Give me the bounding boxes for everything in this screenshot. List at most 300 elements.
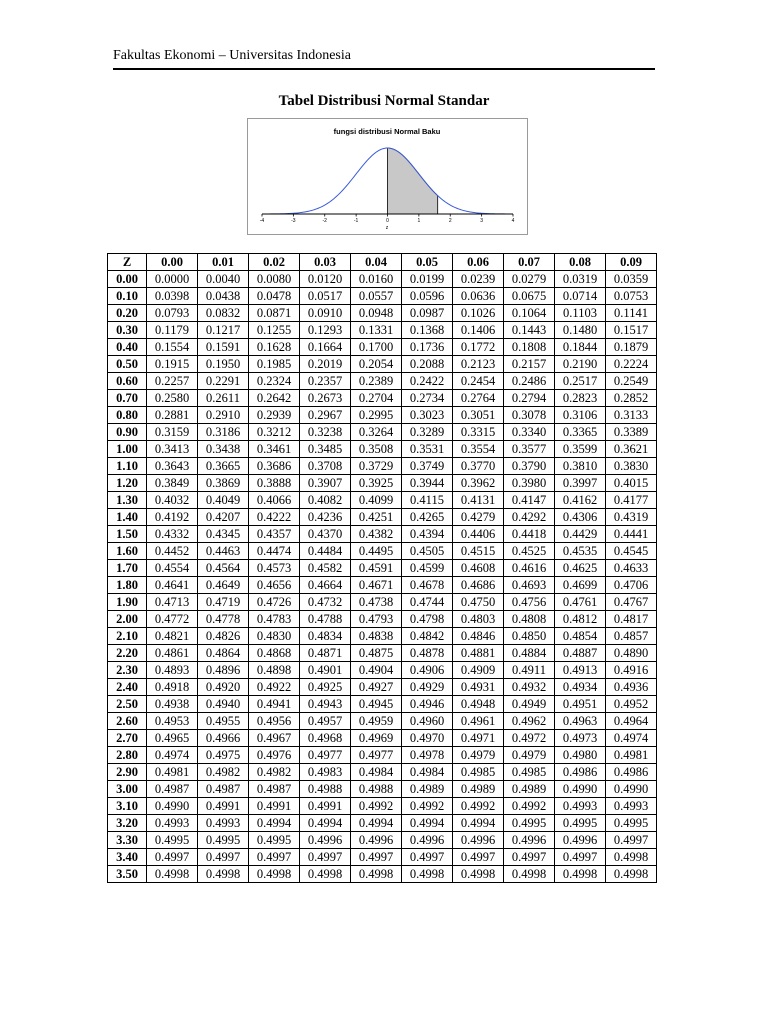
table-cell: 0.1950 (198, 356, 249, 373)
table-cell: 0.4564 (198, 560, 249, 577)
table-cell: 0.0000 (147, 271, 198, 288)
table-cell: 0.4319 (606, 509, 657, 526)
table-cell: 0.4554 (147, 560, 198, 577)
table-cell: 0.4922 (249, 679, 300, 696)
table-cell: 0.1736 (402, 339, 453, 356)
table-cell: 0.4370 (300, 526, 351, 543)
table-cell: 0.4983 (300, 764, 351, 781)
table-cell: 0.4406 (453, 526, 504, 543)
table-row (108, 373, 657, 390)
table-cell: 0.4881 (453, 645, 504, 662)
table-cell: 0.4985 (504, 764, 555, 781)
shaded-area (388, 148, 438, 214)
x-tick-label: 0 (386, 218, 389, 224)
table-cell: 0.1103 (555, 305, 606, 322)
table-cell: 0.4964 (606, 713, 657, 730)
table-cell: 0.4147 (504, 492, 555, 509)
table-cell: 0.4573 (249, 560, 300, 577)
x-tick-label: 3 (480, 218, 484, 224)
table-cell: 0.4864 (198, 645, 249, 662)
table-cell: 0.3413 (147, 441, 198, 458)
table-cell: 0.4871 (300, 645, 351, 662)
table-cell: 0.4842 (402, 628, 453, 645)
table-row (108, 713, 657, 730)
table-cell: 0.4236 (300, 509, 351, 526)
table-cell: 0.4332 (147, 526, 198, 543)
row-z-value: 1.40 (108, 509, 147, 526)
table-cell: 0.4693 (504, 577, 555, 594)
table-cell: 0.2549 (606, 373, 657, 390)
table-cell: 0.4995 (249, 832, 300, 849)
table-cell: 0.1480 (555, 322, 606, 339)
table-cell: 0.4861 (147, 645, 198, 662)
table-cell: 0.0871 (249, 305, 300, 322)
table-cell: 0.4545 (606, 543, 657, 560)
table-cell: 0.4996 (402, 832, 453, 849)
table-cell: 0.4997 (606, 832, 657, 849)
table-cell: 0.4868 (249, 645, 300, 662)
table-cell: 0.2764 (453, 390, 504, 407)
table-cell: 0.4938 (147, 696, 198, 713)
table-cell: 0.0832 (198, 305, 249, 322)
row-z-value: 2.00 (108, 611, 147, 628)
table-cell: 0.4946 (402, 696, 453, 713)
table-cell: 0.4756 (504, 594, 555, 611)
table-cell: 0.4911 (504, 662, 555, 679)
table-cell: 0.1406 (453, 322, 504, 339)
table-cell: 0.2157 (504, 356, 555, 373)
table-cell: 0.4962 (504, 713, 555, 730)
table-cell: 0.4515 (453, 543, 504, 560)
table-cell: 0.4998 (606, 849, 657, 866)
table-cell: 0.4884 (504, 645, 555, 662)
table-cell: 0.2517 (555, 373, 606, 390)
table-cell: 0.4633 (606, 560, 657, 577)
x-tick-label: -4 (259, 218, 265, 224)
table-cell: 0.4997 (504, 849, 555, 866)
table-cell: 0.4974 (606, 730, 657, 747)
table-cell: 0.4941 (249, 696, 300, 713)
table-cell: 0.4279 (453, 509, 504, 526)
table-cell: 0.3665 (198, 458, 249, 475)
table-cell: 0.1879 (606, 339, 657, 356)
table-row (108, 696, 657, 713)
table-cell: 0.4994 (453, 815, 504, 832)
column-header: 0.08 (555, 254, 606, 271)
table-cell: 0.3212 (249, 424, 300, 441)
table-cell: 0.2088 (402, 356, 453, 373)
table-cell: 0.2734 (402, 390, 453, 407)
table-cell: 0.4382 (351, 526, 402, 543)
table-cell: 0.4990 (606, 781, 657, 798)
table-cell: 0.4968 (300, 730, 351, 747)
table-cell: 0.4177 (606, 492, 657, 509)
table-cell: 0.0160 (351, 271, 402, 288)
table-cell: 0.4952 (606, 696, 657, 713)
table-cell: 0.4995 (147, 832, 198, 849)
row-z-value: 0.40 (108, 339, 147, 356)
table-cell: 0.4984 (402, 764, 453, 781)
table-cell: 0.4082 (300, 492, 351, 509)
table-cell: 0.3159 (147, 424, 198, 441)
table-cell: 0.4995 (606, 815, 657, 832)
table-cell: 0.4966 (198, 730, 249, 747)
table-cell: 0.4641 (147, 577, 198, 594)
table-cell: 0.4671 (351, 577, 402, 594)
table-cell: 0.3485 (300, 441, 351, 458)
table-cell: 0.4961 (453, 713, 504, 730)
table-cell: 0.4887 (555, 645, 606, 662)
table-cell: 0.4996 (453, 832, 504, 849)
table-cell: 0.4738 (351, 594, 402, 611)
z-table (107, 253, 657, 883)
table-cell: 0.4808 (504, 611, 555, 628)
table-cell: 0.4994 (351, 815, 402, 832)
table-cell: 0.4744 (402, 594, 453, 611)
table-cell: 0.0714 (555, 288, 606, 305)
table-cell: 0.4616 (504, 560, 555, 577)
table-cell: 0.0120 (300, 271, 351, 288)
table-cell: 0.0438 (198, 288, 249, 305)
table-cell: 0.3907 (300, 475, 351, 492)
table-cell: 0.3186 (198, 424, 249, 441)
table-row (108, 305, 657, 322)
row-z-value: 2.70 (108, 730, 147, 747)
table-cell: 0.2995 (351, 407, 402, 424)
table-cell: 0.4854 (555, 628, 606, 645)
page-header: Fakultas Ekonomi – Universitas Indonesia (113, 46, 655, 70)
table-cell: 0.2852 (606, 390, 657, 407)
table-cell: 0.3770 (453, 458, 504, 475)
table-cell: 0.1844 (555, 339, 606, 356)
table-cell: 0.4993 (147, 815, 198, 832)
table-cell: 0.3869 (198, 475, 249, 492)
table-cell: 0.0199 (402, 271, 453, 288)
table-cell: 0.4956 (249, 713, 300, 730)
table-cell: 0.4987 (198, 781, 249, 798)
table-cell: 0.1915 (147, 356, 198, 373)
table-cell: 0.4987 (249, 781, 300, 798)
table-cell: 0.4934 (555, 679, 606, 696)
table-cell: 0.4251 (351, 509, 402, 526)
table-cell: 0.4726 (249, 594, 300, 611)
table-cell: 0.1591 (198, 339, 249, 356)
table-cell: 0.4977 (351, 747, 402, 764)
table-cell: 0.4916 (606, 662, 657, 679)
table-cell: 0.4981 (606, 747, 657, 764)
table-cell: 0.3023 (402, 407, 453, 424)
table-cell: 0.4995 (555, 815, 606, 832)
table-cell: 0.3925 (351, 475, 402, 492)
table-cell: 0.0987 (402, 305, 453, 322)
row-z-value: 0.90 (108, 424, 147, 441)
table-cell: 0.3554 (453, 441, 504, 458)
table-cell: 0.2967 (300, 407, 351, 424)
table-cell: 0.4656 (249, 577, 300, 594)
table-cell: 0.4993 (555, 798, 606, 815)
table-cell: 0.3980 (504, 475, 555, 492)
table-cell: 0.3944 (402, 475, 453, 492)
table-cell: 0.3508 (351, 441, 402, 458)
row-z-value: 3.10 (108, 798, 147, 815)
table-cell: 0.4608 (453, 560, 504, 577)
table-cell: 0.4817 (606, 611, 657, 628)
table-cell: 0.4878 (402, 645, 453, 662)
table-cell: 0.1217 (198, 322, 249, 339)
table-cell: 0.4998 (555, 866, 606, 883)
table-cell: 0.2486 (504, 373, 555, 390)
table-cell: 0.3264 (351, 424, 402, 441)
row-z-value: 1.10 (108, 458, 147, 475)
table-row (108, 475, 657, 492)
table-cell: 0.4066 (249, 492, 300, 509)
table-cell: 0.4975 (198, 747, 249, 764)
table-cell: 0.4706 (606, 577, 657, 594)
row-z-value: 2.20 (108, 645, 147, 662)
page-title: Tabel Distribusi Normal Standar (278, 93, 490, 109)
table-row (108, 407, 657, 424)
table-cell: 0.3389 (606, 424, 657, 441)
table-cell: 0.0948 (351, 305, 402, 322)
table-cell: 0.4162 (555, 492, 606, 509)
table-cell: 0.4940 (198, 696, 249, 713)
table-cell: 0.4989 (402, 781, 453, 798)
x-tick-label: -2 (322, 218, 327, 224)
table-cell: 0.2324 (249, 373, 300, 390)
table-cell: 0.4948 (453, 696, 504, 713)
table-row (108, 866, 657, 883)
table-cell: 0.4713 (147, 594, 198, 611)
table-row (108, 322, 657, 339)
table-cell: 0.4963 (555, 713, 606, 730)
table-cell: 0.1985 (249, 356, 300, 373)
table-cell: 0.4896 (198, 662, 249, 679)
table-cell: 0.4265 (402, 509, 453, 526)
table-cell: 0.4971 (453, 730, 504, 747)
table-cell: 0.4732 (300, 594, 351, 611)
table-cell: 0.4929 (402, 679, 453, 696)
table-cell: 0.4992 (453, 798, 504, 815)
table-cell: 0.1700 (351, 339, 402, 356)
table-cell: 0.2642 (249, 390, 300, 407)
row-z-value: 3.40 (108, 849, 147, 866)
table-cell: 0.4967 (249, 730, 300, 747)
row-z-value: 3.30 (108, 832, 147, 849)
table-cell: 0.2823 (555, 390, 606, 407)
table-cell: 0.4115 (402, 492, 453, 509)
table-cell: 0.4996 (300, 832, 351, 849)
table-cell: 0.2611 (198, 390, 249, 407)
table-cell: 0.4686 (453, 577, 504, 594)
table-cell: 0.4951 (555, 696, 606, 713)
table-cell: 0.4953 (147, 713, 198, 730)
table-row (108, 628, 657, 645)
table-cell: 0.0636 (453, 288, 504, 305)
table-cell: 0.4980 (555, 747, 606, 764)
table-cell: 0.0279 (504, 271, 555, 288)
table-row (108, 730, 657, 747)
table-cell: 0.4441 (606, 526, 657, 543)
normal-curve-figure (247, 118, 528, 235)
table-cell: 0.4998 (198, 866, 249, 883)
table-cell: 0.4997 (300, 849, 351, 866)
table-cell: 0.4984 (351, 764, 402, 781)
column-header: 0.01 (198, 254, 249, 271)
table-cell: 0.4981 (147, 764, 198, 781)
row-z-value: 1.00 (108, 441, 147, 458)
table-cell: 0.3849 (147, 475, 198, 492)
table-cell: 0.3888 (249, 475, 300, 492)
table-cell: 0.4292 (504, 509, 555, 526)
row-z-value: 0.30 (108, 322, 147, 339)
table-cell: 0.0910 (300, 305, 351, 322)
row-z-value: 3.00 (108, 781, 147, 798)
table-cell: 0.2454 (453, 373, 504, 390)
table-cell: 0.4992 (351, 798, 402, 815)
table-cell: 0.1664 (300, 339, 351, 356)
table-cell: 0.3461 (249, 441, 300, 458)
row-z-value: 1.30 (108, 492, 147, 509)
table-cell: 0.4664 (300, 577, 351, 594)
table-cell: 0.2054 (351, 356, 402, 373)
table-cell: 0.4484 (300, 543, 351, 560)
table-cell: 0.4699 (555, 577, 606, 594)
table-cell: 0.4998 (249, 866, 300, 883)
table-cell: 0.4979 (453, 747, 504, 764)
table-cell: 0.0398 (147, 288, 198, 305)
row-z-value: 0.00 (108, 271, 147, 288)
table-cell: 0.1026 (453, 305, 504, 322)
column-header: 0.06 (453, 254, 504, 271)
table-cell: 0.1517 (606, 322, 657, 339)
table-row (108, 645, 657, 662)
table-cell: 0.4973 (555, 730, 606, 747)
table-cell: 0.4032 (147, 492, 198, 509)
table-cell: 0.4783 (249, 611, 300, 628)
table-cell: 0.4991 (249, 798, 300, 815)
table-cell: 0.4988 (300, 781, 351, 798)
table-cell: 0.4991 (300, 798, 351, 815)
table-cell: 0.3729 (351, 458, 402, 475)
table-cell: 0.2389 (351, 373, 402, 390)
table-cell: 0.4898 (249, 662, 300, 679)
table-cell: 0.4906 (402, 662, 453, 679)
table-cell: 0.3686 (249, 458, 300, 475)
x-tick-label: -3 (291, 218, 296, 224)
table-cell: 0.4925 (300, 679, 351, 696)
table-cell: 0.4986 (555, 764, 606, 781)
table-cell: 0.2190 (555, 356, 606, 373)
table-cell: 0.4949 (504, 696, 555, 713)
table-cell: 0.4996 (504, 832, 555, 849)
table-cell: 0.4997 (555, 849, 606, 866)
table-row (108, 577, 657, 594)
table-cell: 0.1141 (606, 305, 657, 322)
table-cell: 0.4834 (300, 628, 351, 645)
table-cell: 0.4846 (453, 628, 504, 645)
table-cell: 0.4890 (606, 645, 657, 662)
table-cell: 0.4418 (504, 526, 555, 543)
table-cell: 0.4997 (453, 849, 504, 866)
table-cell: 0.4965 (147, 730, 198, 747)
table-cell: 0.2794 (504, 390, 555, 407)
row-z-value: 2.40 (108, 679, 147, 696)
table-cell: 0.2123 (453, 356, 504, 373)
table-cell: 0.4998 (351, 866, 402, 883)
table-cell: 0.0753 (606, 288, 657, 305)
table-cell: 0.0359 (606, 271, 657, 288)
table-cell: 0.4463 (198, 543, 249, 560)
table-cell: 0.2291 (198, 373, 249, 390)
table-cell: 0.4591 (351, 560, 402, 577)
table-cell: 0.1628 (249, 339, 300, 356)
table-cell: 0.3106 (555, 407, 606, 424)
table-cell: 0.1443 (504, 322, 555, 339)
table-cell: 0.4345 (198, 526, 249, 543)
table-row (108, 492, 657, 509)
table-cell: 0.3531 (402, 441, 453, 458)
table-cell: 0.0080 (249, 271, 300, 288)
table-cell: 0.0319 (555, 271, 606, 288)
table-cell: 0.4582 (300, 560, 351, 577)
x-tick-label: 4 (511, 218, 515, 224)
table-cell: 0.3810 (555, 458, 606, 475)
table-row (108, 560, 657, 577)
table-cell: 0.2580 (147, 390, 198, 407)
table-cell: 0.3289 (402, 424, 453, 441)
column-header: 0.07 (504, 254, 555, 271)
table-cell: 0.4997 (249, 849, 300, 866)
table-cell: 0.4992 (504, 798, 555, 815)
table-cell: 0.4207 (198, 509, 249, 526)
table-cell: 0.4998 (402, 866, 453, 883)
table-cell: 0.4976 (249, 747, 300, 764)
row-z-value: 2.50 (108, 696, 147, 713)
table-row (108, 288, 657, 305)
table-cell: 0.4987 (147, 781, 198, 798)
table-cell: 0.3051 (453, 407, 504, 424)
table-cell: 0.4969 (351, 730, 402, 747)
table-cell: 0.2673 (300, 390, 351, 407)
table-corner-header: Z (108, 254, 147, 271)
table-cell: 0.4909 (453, 662, 504, 679)
table-cell: 0.4996 (555, 832, 606, 849)
table-cell: 0.3315 (453, 424, 504, 441)
table-cell: 0.4474 (249, 543, 300, 560)
table-cell: 0.4913 (555, 662, 606, 679)
table-cell: 0.4978 (402, 747, 453, 764)
table-cell: 0.3830 (606, 458, 657, 475)
table-cell: 0.4803 (453, 611, 504, 628)
figure-title: fungsi distribusi Normal Baku (333, 127, 441, 136)
table-cell: 0.4904 (351, 662, 402, 679)
table-cell: 0.3133 (606, 407, 657, 424)
table-cell: 0.0557 (351, 288, 402, 305)
table-cell: 0.4857 (606, 628, 657, 645)
table-cell: 0.1554 (147, 339, 198, 356)
table-cell: 0.4625 (555, 560, 606, 577)
table-row (108, 832, 657, 849)
table-cell: 0.4920 (198, 679, 249, 696)
table-cell: 0.0517 (300, 288, 351, 305)
table-cell: 0.4901 (300, 662, 351, 679)
table-cell: 0.3621 (606, 441, 657, 458)
table-cell: 0.4959 (351, 713, 402, 730)
table-cell: 0.4989 (504, 781, 555, 798)
row-z-value: 1.90 (108, 594, 147, 611)
table-cell: 0.4945 (351, 696, 402, 713)
table-cell: 0.4997 (402, 849, 453, 866)
